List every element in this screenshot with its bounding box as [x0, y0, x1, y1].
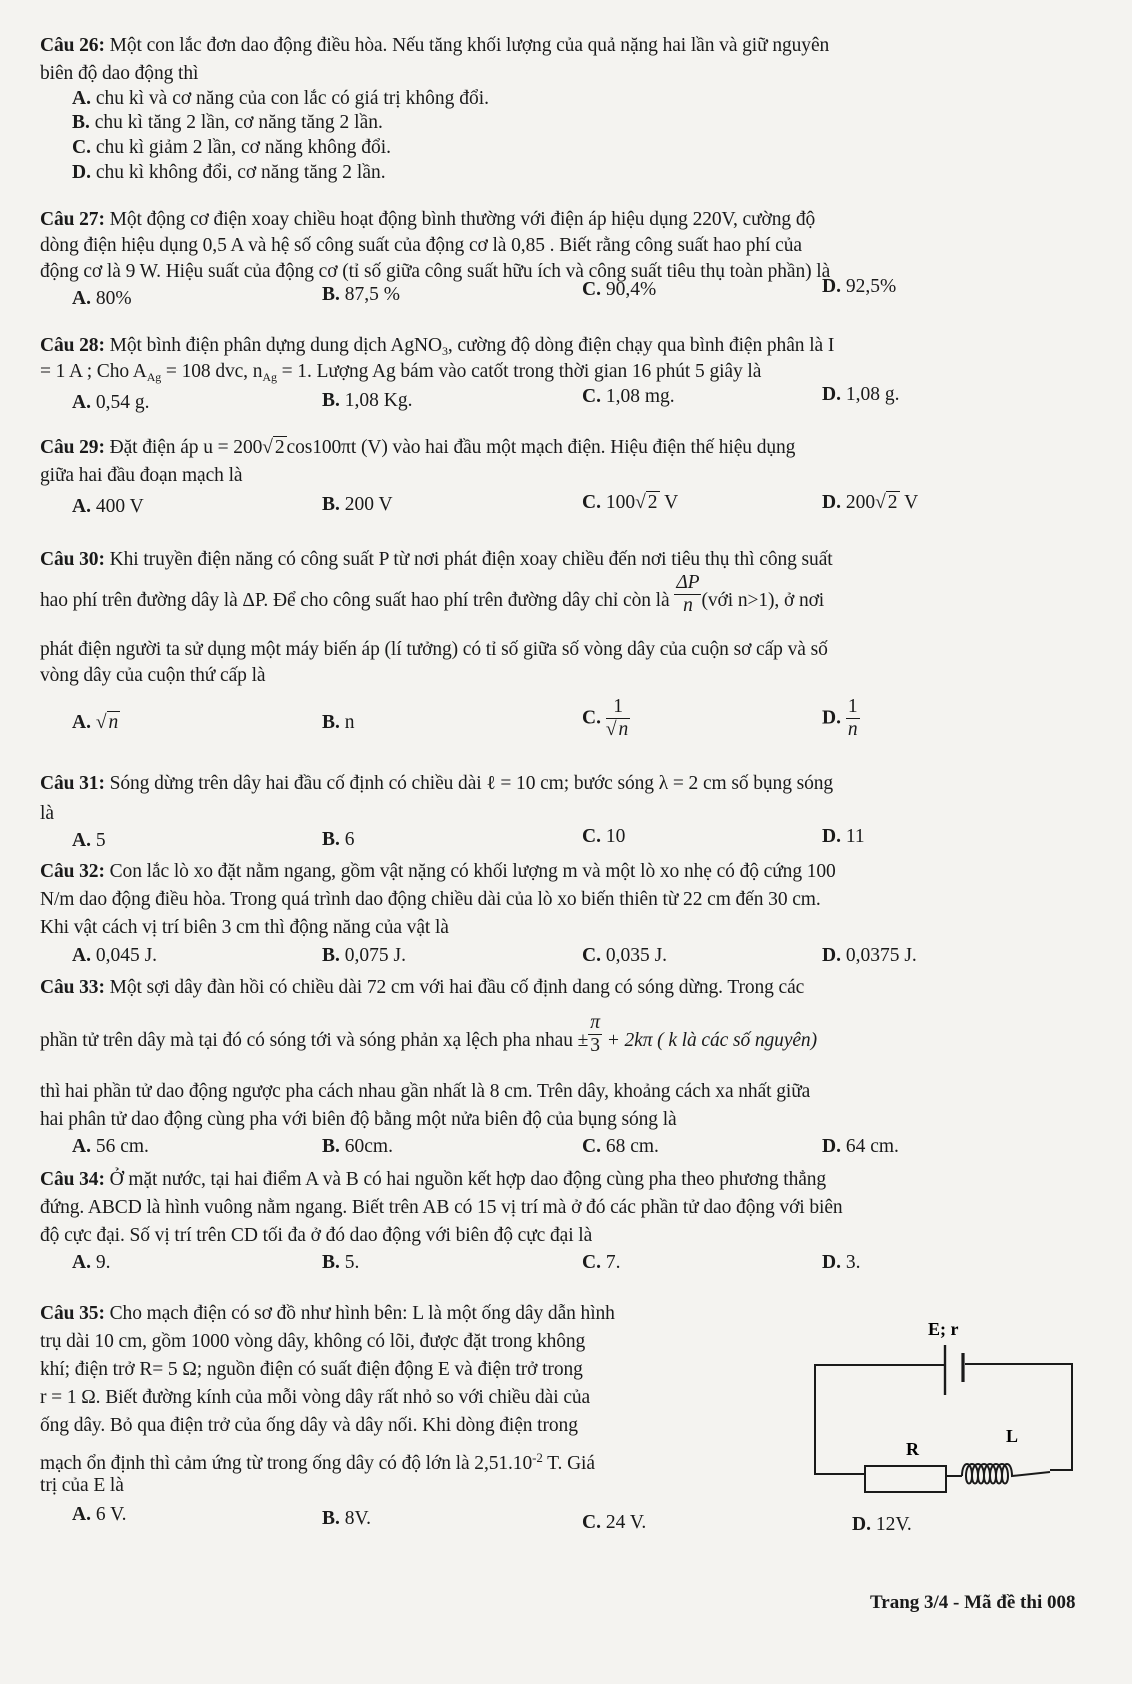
option-c: C. 68 cm. [582, 1136, 659, 1157]
option-c: C. 100√ 2 V [582, 492, 679, 513]
question-text: động cơ là 9 W. Hiệu suất của động cơ (tỉ số giữa công suất hữu ích và công suất tiêu thụ toàn phần) là [40, 261, 831, 282]
question-32-line [40, 860, 836, 884]
option-c: C. 7. [582, 1252, 621, 1273]
question-text: Khi truyền điện năng có công suất P từ nơi phát điện xoay chiều đến nơi tiêu thụ thì công suất [109, 549, 833, 570]
question-text: Ở mặt nước, tại hai điểm A và B có hai nguồn kết hợp dao động cùng pha theo phương thẳng [109, 1169, 827, 1190]
question-33-line [40, 1012, 817, 1057]
question-28-line [40, 360, 761, 389]
question-label: Câu 28: [40, 335, 105, 356]
option-a: A. 6 V. [72, 1504, 127, 1525]
option-c: C. 24 V. [582, 1512, 647, 1533]
question-27-line [40, 234, 802, 258]
question-text: là [40, 803, 54, 824]
question-text: T. Giá [542, 1453, 595, 1474]
question-31-line [40, 772, 833, 796]
question-text: Con lắc lò xo đặt nằm ngang, gồm vật nặng có khối lượng m và một lò xo nhẹ có độ cứng 100 [109, 861, 836, 882]
question-label: Câu 27: [40, 209, 105, 230]
question-35-line [40, 1386, 590, 1410]
question-27-line [40, 260, 830, 284]
question-text: Một con lắc đơn dao động điều hòa. Nếu tăng khối lượng của quả nặng hai lần và giữ nguyên [109, 35, 830, 56]
question-26-line [40, 34, 829, 58]
option-b: B. 6 [322, 829, 355, 850]
question-text: , cường độ dòng điện chạy qua bình điện phân là I [447, 335, 835, 356]
question-label: Câu 31: [40, 773, 105, 794]
question-text: (với n>1), ở nơi [701, 589, 825, 611]
question-text: ống dây. Bỏ qua điện trở của ống dây và dây nối. Khi dòng điện trong [40, 1415, 578, 1436]
question-text: Cho mạch điện có sơ đồ như hình bên: L là một ống dây dẫn hình [109, 1303, 615, 1324]
option-d: D. $\frac{1}{n}$ [822, 696, 858, 740]
option-a: A. 0,045 J. [72, 945, 158, 966]
question-text: Một sợi dây đàn hồi có chiều dài 72 cm với hai đầu cố định dang có sóng dừng. Trong các [109, 977, 805, 998]
question-text: thì hai phần tử dao động ngược pha cách nhau gần nhất là 8 cm. Trên dây, khoảng cách xa nhất giữa [40, 1081, 811, 1102]
question-28-line [40, 334, 834, 363]
option-a: A. 80% [72, 288, 132, 309]
option-a: A. √ n [72, 712, 119, 733]
question-text: phần tử trên dây mà tại đó có sóng tới và sóng phản xạ lệch pha nhau ± [40, 1029, 589, 1051]
question-text: phát điện người ta sử dụng một máy biến áp (lí tưởng) có tỉ số giữa số vòng dây của cuộn sơ cấp và số [40, 639, 828, 660]
question-35-line [40, 1302, 615, 1326]
question-26-line [40, 62, 198, 86]
question-30-line [40, 664, 265, 688]
question-text: hai phân tử dao động cùng pha với biên độ bằng một nửa biên độ của bụng sóng là [40, 1109, 677, 1130]
question-text: biên độ dao động thì [40, 63, 199, 84]
question-35-line [40, 1414, 578, 1438]
source-label: E; r [928, 1319, 959, 1339]
option-a: A. 0,54 g. [72, 392, 150, 413]
option-c: C. 90,4% [582, 279, 657, 300]
question-text: giữa hai đầu đoạn mạch là [40, 465, 243, 486]
option-a: A. 400 V [72, 496, 144, 517]
question-text: hao phí trên đường dây là ΔP. Để cho công suất hao phí trên đường dây chỉ còn là [40, 589, 670, 611]
option-b: B. 0,075 J. [322, 945, 406, 966]
question-text: = 108 dvc, n [161, 361, 263, 382]
question-text: = 1 A ; Cho A [40, 361, 147, 382]
question-label: Câu 33: [40, 977, 105, 998]
resistor [865, 1466, 946, 1492]
inductor-label: L [1006, 1426, 1019, 1446]
question-text: trị của E là [40, 1475, 124, 1496]
question-text: trụ dài 10 cm, gồm 1000 vòng dây, không có lõi, được đặt trong không [40, 1331, 586, 1352]
question-31-line [40, 802, 54, 826]
option-a: A. 5 [72, 830, 106, 851]
option-a: A. 9. [72, 1252, 111, 1273]
question-text: Một động cơ điện xoay chiều hoạt động bình thường với điện áp hiệu dụng 220V, cường độ [109, 209, 816, 230]
inductor-coil [962, 1464, 1050, 1484]
question-text: Khi vật cách vị trí biên 3 cm thì động năng của vật là [40, 917, 449, 938]
question-33-line [40, 1080, 810, 1104]
question-text: dòng điện hiệu dụng 0,5 A và hệ số công suất của động cơ là 0,85 . Biết rằng công suất hao phí của [40, 235, 802, 256]
question-33-line [40, 976, 804, 1000]
question-27-line [40, 208, 815, 232]
circuit-diagram [800, 1290, 1132, 1550]
circuit-wire [965, 1364, 1072, 1470]
option-b: B. n [322, 712, 355, 733]
question-34-line [40, 1224, 592, 1248]
question-35-line [40, 1446, 595, 1476]
question-label: Câu 30: [40, 549, 105, 570]
option-b: B. 87,5 % [322, 284, 401, 305]
page-footer: Trang 3/4 - Mã đề thi 008 [870, 1592, 1076, 1613]
circuit-wire [815, 1365, 945, 1474]
question-35-line [40, 1330, 585, 1354]
option-d: D. 12V. [852, 1514, 912, 1535]
superscript: -2 [532, 1450, 543, 1465]
question-label: Câu 35: [40, 1303, 105, 1324]
question-text: cos100πt (V) vào hai đầu một mạch điện. Hiệu điện thế hiệu dụng [286, 437, 796, 458]
option-a: A. chu kì và cơ năng của con lắc có giá trị không đổi. [72, 88, 489, 109]
question-29-line [40, 464, 242, 488]
question-text: + 2kπ ( k là các số nguyên) [606, 1029, 817, 1051]
option-d: D. 64 cm. [822, 1136, 899, 1157]
question-34-line [40, 1168, 826, 1192]
question-text: đứng. ABCD là hình vuông nằm ngang. Biết trên AB có 15 vị trí mà ở đó các phần tử dao động với biên [40, 1197, 843, 1218]
question-text: mạch ổn định thì cảm ứng từ trong ống dây có độ lớn là 2,51.10 [40, 1453, 533, 1474]
question-29-line [40, 436, 795, 460]
square-root: √ 2 [262, 437, 285, 458]
question-label: Câu 34: [40, 1169, 105, 1190]
question-text: độ cực đại. Số vị trí trên CD tối đa ở đó dao động với biên độ cực đại là [40, 1225, 593, 1246]
question-text: = 1. Lượng Ag bám vào catốt trong thời gian 16 phút 5 giây là [276, 361, 762, 382]
option-c: C. $\frac{1}{√ n}$ [582, 696, 629, 740]
question-text: r = 1 Ω. Biết đường kính của mỗi vòng dây rất nhỏ so với chiều dài của [40, 1387, 591, 1408]
fraction: $\frac{\pi}{3}$ [590, 1012, 600, 1056]
option-d: D. 3. [822, 1252, 861, 1273]
question-35-line [40, 1358, 583, 1382]
option-d: D. chu kì không đổi, cơ năng tăng 2 lần. [72, 162, 386, 183]
question-label: Câu 32: [40, 861, 105, 882]
question-32-line [40, 888, 821, 912]
option-a: A. 56 cm. [72, 1136, 149, 1157]
question-text: vòng dây của cuộn thứ cấp là [40, 665, 266, 686]
option-d: D. 1,08 g. [822, 384, 900, 405]
resistor-label: R [906, 1439, 919, 1459]
question-text: Một bình điện phân dựng dung dịch AgNO [109, 335, 442, 356]
option-b: B. 60cm. [322, 1136, 393, 1157]
subscript: Ag [146, 370, 162, 384]
question-text: N/m dao động điều hòa. Trong quá trình dao động chiều dài của lò xo biến thiên từ 22 cm đến 30 cm. [40, 889, 821, 910]
option-d: D. 0,0375 J. [822, 945, 917, 966]
fraction: $\frac{\Delta P}{n}$ [676, 572, 700, 616]
question-34-line [40, 1196, 843, 1220]
option-d: D. 11 [822, 826, 865, 847]
question-32-line [40, 916, 449, 940]
question-33-line [40, 1108, 677, 1132]
option-c: C. 10 [582, 826, 626, 847]
question-text: khí; điện trở R= 5 Ω; nguồn điện có suất điện động E và điện trở trong [40, 1359, 583, 1380]
option-d: D. 200√ 2 V [822, 492, 919, 513]
question-30-line [40, 638, 828, 662]
subscript: 3 [441, 344, 448, 358]
option-b: B. 200 V [322, 494, 393, 515]
option-c: C. 1,08 mg. [582, 386, 675, 407]
option-c: C. chu kì giảm 2 lần, cơ năng không đổi. [72, 137, 392, 158]
option-b: B. 8V. [322, 1508, 371, 1529]
question-30-line [40, 572, 825, 617]
question-text: Đặt điện áp u = 200 [109, 437, 263, 458]
option-d: D. 92,5% [822, 276, 897, 297]
question-label: Câu 29: [40, 437, 105, 458]
subscript: Ag [262, 370, 277, 384]
question-label: Câu 26: [40, 35, 105, 56]
option-b: B. chu kì tăng 2 lần, cơ năng tăng 2 lần. [72, 112, 383, 133]
question-text: Sóng dừng trên dây hai đầu cố định có chiều dài ℓ = 10 cm; bước sóng λ = 2 cm số bụng sóng [109, 773, 834, 794]
option-b: B. 5. [322, 1252, 360, 1273]
option-b: B. 1,08 Kg. [322, 390, 413, 411]
question-35-line [40, 1474, 124, 1498]
question-30-line [40, 548, 833, 572]
option-c: C. 0,035 J. [582, 945, 668, 966]
